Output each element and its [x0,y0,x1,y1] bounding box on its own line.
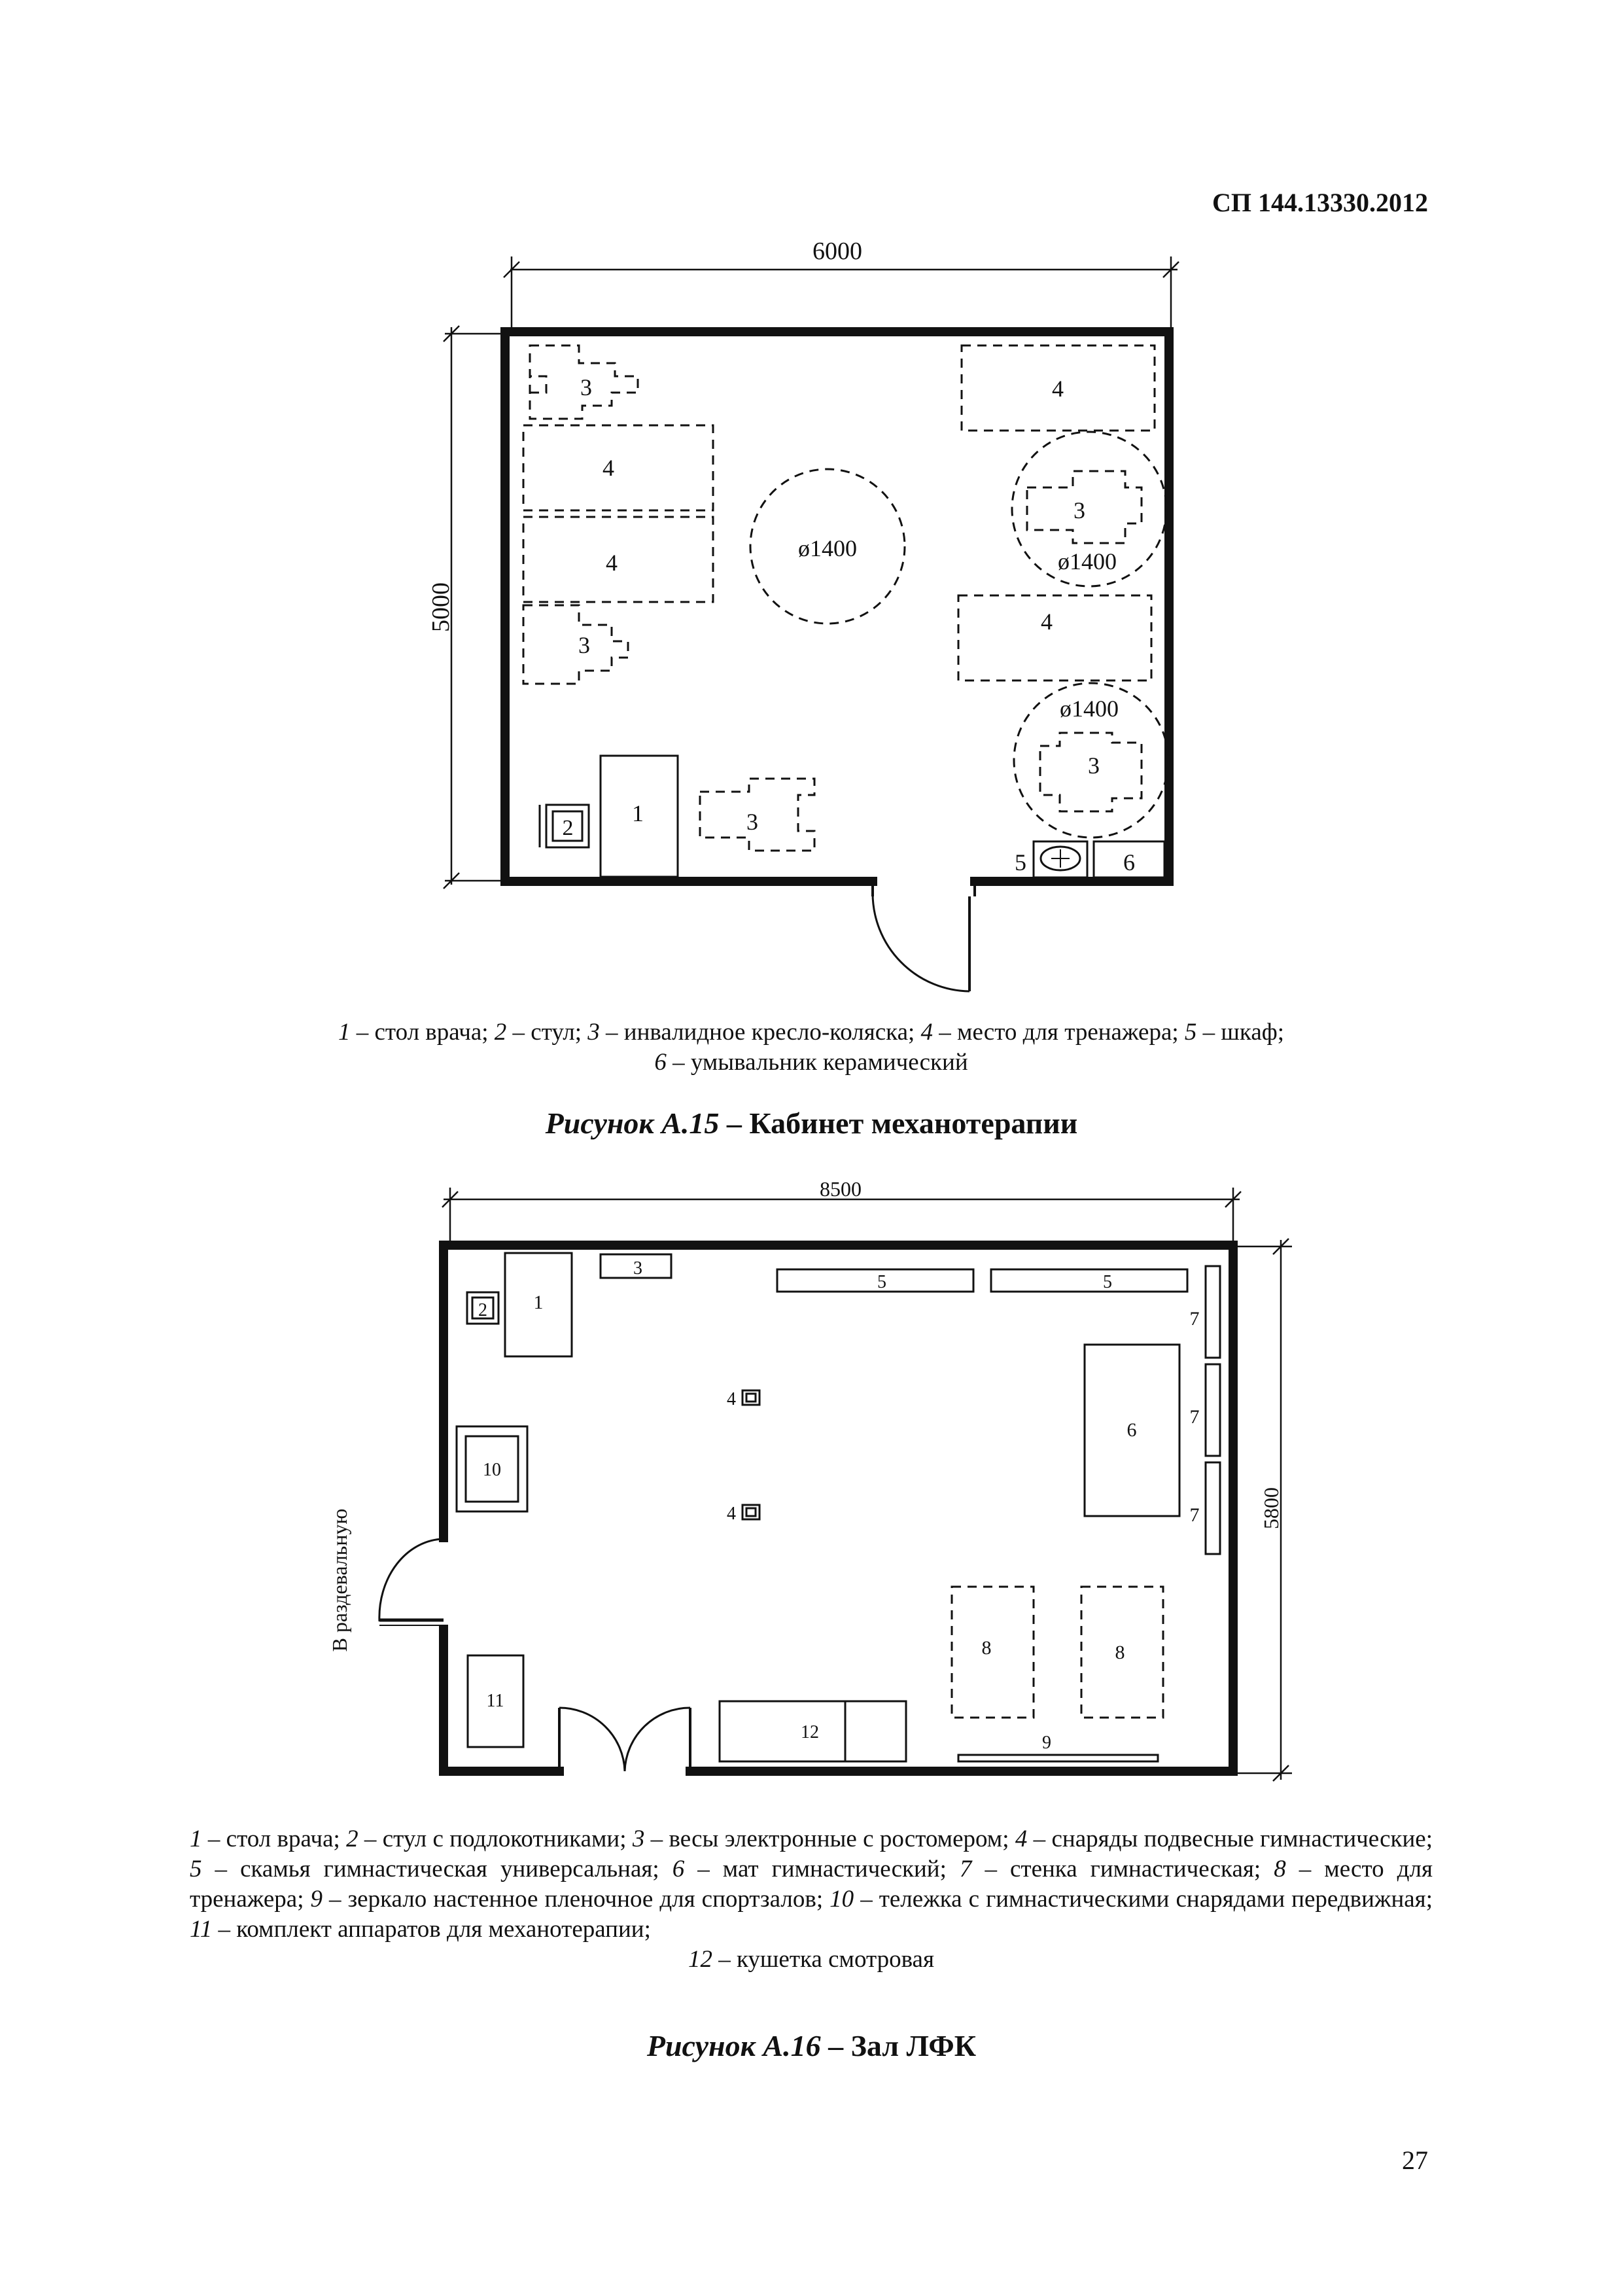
fig16-mat [1085,1345,1179,1516]
fig16-bench-2 [991,1269,1187,1292]
fig15-trainer-spot-4 [958,595,1151,680]
svg-text:3: 3 [1088,752,1100,779]
svg-text:8: 8 [1115,1642,1125,1663]
fig15-cabinet [1094,841,1164,877]
svg-text:2: 2 [562,816,574,840]
svg-text:4: 4 [727,1389,736,1409]
fig16-mechanotherapy-set [468,1655,523,1747]
svg-text:6: 6 [1123,849,1135,875]
svg-text:7: 7 [1189,1308,1200,1330]
svg-text:ø1400: ø1400 [1058,548,1117,574]
fig15-doctor-desk [601,756,678,877]
svg-text:5: 5 [1015,849,1026,875]
svg-text:4: 4 [606,550,618,576]
fig15-trainer-spot-2 [523,517,713,602]
fig15-washbasin [1015,841,1087,877]
page-number: 27 [1402,2146,1428,2175]
fig16-rings-2 [727,1504,759,1524]
figure-15-legend: 1 – стол врача; 2 – стул; 3 – инвалидное кресло-коляска; 4 – место для тренажера; 5 – шкаф; 6 – умывальник керамический [338,1019,1285,1076]
fig16-dim-height: 5800 [1259,1487,1283,1529]
svg-text:11: 11 [486,1691,504,1711]
fig15-wheelchair-2 [523,605,628,684]
svg-text:2: 2 [478,1300,487,1320]
fig16-bench-1 [777,1269,973,1292]
svg-text:7: 7 [1189,1406,1200,1428]
fig15-trainer-spot-1 [523,425,713,510]
fig16-door-label: В раздевальную [328,1508,351,1652]
fig15-chair [540,805,589,847]
svg-text:1: 1 [632,800,644,826]
svg-text:ø1400: ø1400 [1060,696,1119,722]
fig15-trainer-spot-3 [962,345,1155,431]
document-code: СП 144.13330.2012 [1212,188,1428,217]
fig16-chair [467,1292,498,1324]
svg-text:3: 3 [580,374,592,400]
fig16-rings-1 [727,1389,759,1409]
figure-16-plan [328,1177,1292,1781]
fig15-turning-circle-right-1 [1012,432,1166,586]
svg-text:12: 12 [801,1722,819,1742]
figure-16-legend: 1 – стол врача; 2 – стул с подлокотниками; 3 – весы электронные с ростомером; 4 – снаряды подвесные гимнастические; 5 – скамья гимнастическая универсальная; 6 – мат гимнастический; 7 – стенка гимнастическая; 8 – место для тренажера; 9 – зеркало настенное пленочное для спортзалов; 10 – тележка с гимнастическими снарядами передвижная; 11 – комплект аппаратов для механотерапии; 12 – кушетка смотровая [190,1826,1433,1973]
fig15-dim-height: 5000 [427,582,455,632]
fig15-wheelchair-3 [700,779,814,851]
svg-text:4: 4 [602,455,614,481]
svg-text:10: 10 [483,1460,501,1480]
figure-15-plan [427,238,1179,991]
fig16-trainer-spot-1 [952,1587,1034,1718]
fig16-cart [457,1426,527,1511]
svg-text:3: 3 [746,809,758,835]
svg-text:7: 7 [1189,1504,1200,1526]
svg-text:5: 5 [877,1272,886,1292]
svg-text:8: 8 [981,1637,992,1659]
fig16-scales [601,1254,671,1279]
svg-text:4: 4 [1052,376,1064,402]
fig16-doctor-desk [505,1253,572,1356]
svg-text:4: 4 [727,1504,736,1524]
svg-text:3: 3 [578,632,590,658]
svg-text:6: 6 [1126,1419,1137,1441]
svg-text:4: 4 [1041,609,1053,635]
svg-text:1: 1 [533,1292,544,1313]
fig15-turning-circle-center [750,469,905,624]
svg-text:9: 9 [1042,1733,1051,1753]
fig15-turning-circle-right-2 [1014,683,1168,838]
fig16-trainer-spot-2 [1081,1587,1163,1718]
fig15-dim-width: 6000 [812,238,862,265]
fig16-mirror [958,1733,1158,1761]
figure-15-title: Рисунок А.15 – Кабинет механотерапии [545,1106,1078,1140]
svg-text:3: 3 [1073,497,1085,523]
fig15-wheelchair-1 [530,345,638,419]
fig16-dim-width: 8500 [820,1177,862,1201]
fig16-couch [720,1701,906,1761]
figure-16-title: Рисунок А.16 – Зал ЛФК [646,2029,977,2062]
svg-text:5: 5 [1103,1272,1112,1292]
svg-text:ø1400: ø1400 [798,535,857,561]
svg-text:3: 3 [633,1258,642,1279]
fig16-wall-bars [1190,1266,1221,1554]
